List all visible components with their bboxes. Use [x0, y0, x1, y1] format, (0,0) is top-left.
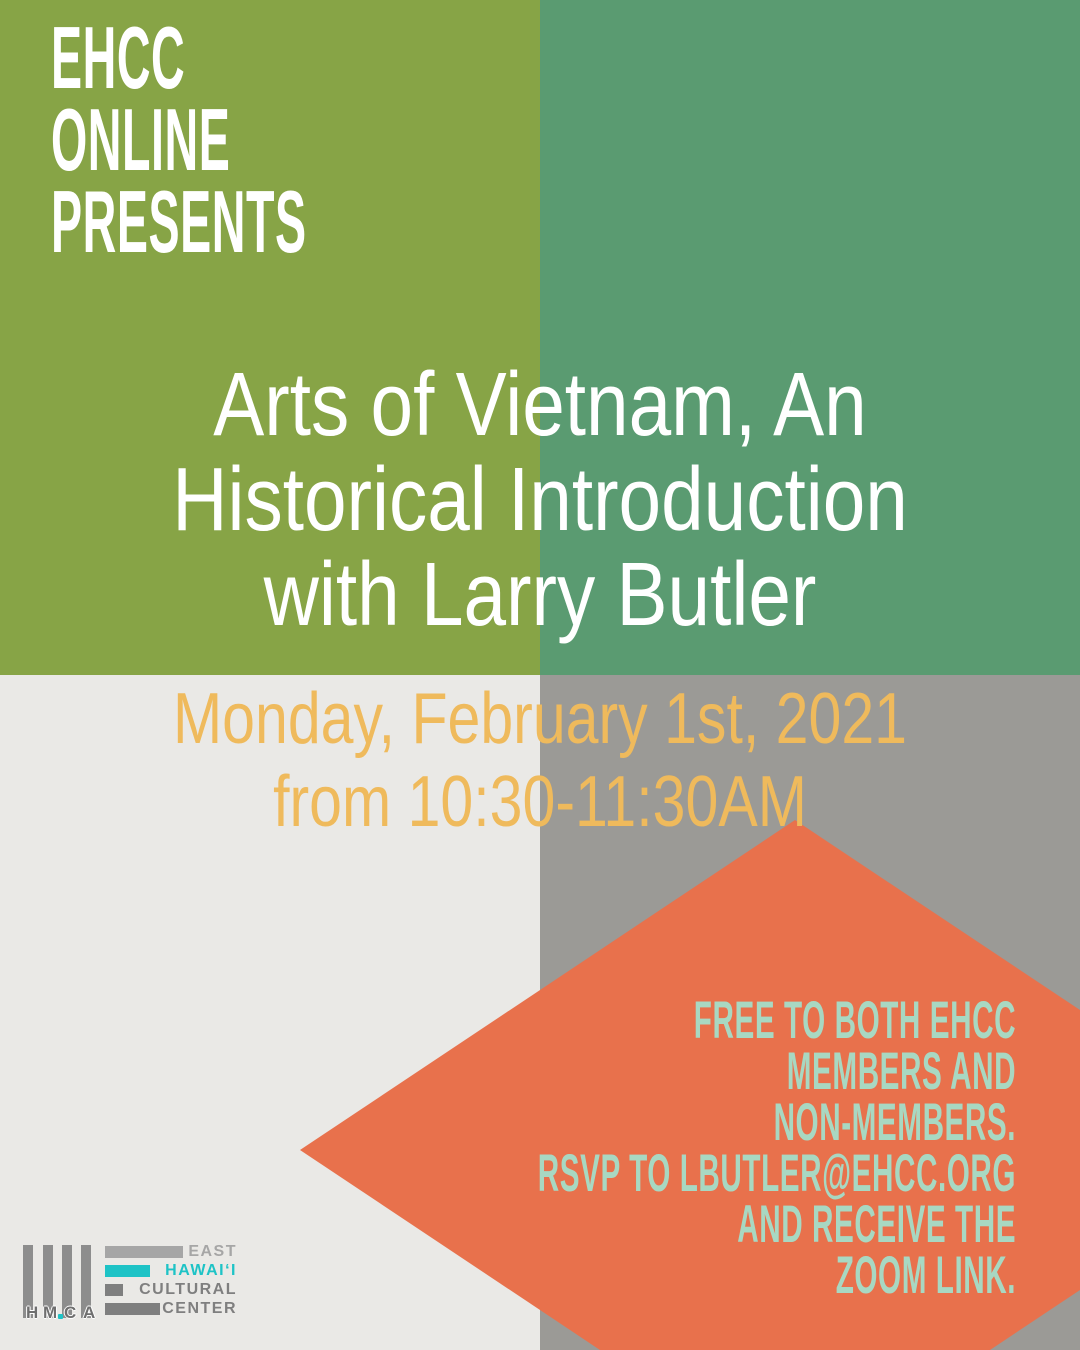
event-title-line: with Larry Butler: [263, 545, 817, 645]
details-line: FREE TO BOTH EHCC: [693, 991, 1016, 1050]
logo-wordmark-text: HAWAIʻI: [165, 1262, 237, 1279]
ehcc-logo: [20, 1240, 250, 1330]
logo-wordmark-row: [105, 1300, 237, 1317]
logo-rule-icon: [105, 1265, 150, 1277]
presenter-line: ONLINE: [51, 90, 231, 189]
logo-acronym-letter: M: [43, 1303, 58, 1322]
logo-dot-icon: [58, 1314, 63, 1319]
logo-rule-icon: [105, 1246, 183, 1258]
logo-acronym-letter: C: [64, 1303, 77, 1322]
event-datetime: [97, 678, 983, 844]
presenter-line: EHCC: [51, 8, 186, 107]
event-title-line: Arts of Vietnam, An: [213, 355, 867, 455]
logo-acronym-letter: H: [26, 1303, 39, 1322]
details-line-rsvp-email: RSVP TO LBUTLER@EHCC.ORG: [537, 1144, 1016, 1203]
details-line: NON-MEMBERS.: [773, 1093, 1016, 1152]
logo-wordmark-row: [105, 1262, 237, 1279]
event-time-line: from 10:30-11:30AM: [273, 762, 807, 842]
event-title: [81, 355, 999, 645]
event-date-line: Monday, February 1st, 2021: [172, 679, 908, 759]
logo-wordmark-row: [105, 1281, 237, 1298]
logo-rule-icon: [105, 1284, 123, 1296]
event-title-line: Historical Introduction: [172, 450, 908, 550]
logo-wordmark-text: CENTER: [162, 1300, 237, 1317]
details-line: AND RECEIVE THE: [737, 1195, 1016, 1254]
presenter-block: [51, 8, 307, 271]
logo-rule-icon: [105, 1303, 160, 1315]
event-details: [537, 991, 1016, 1305]
details-line: ZOOM LINK.: [835, 1246, 1016, 1305]
logo-wordmark-text: CULTURAL: [139, 1281, 237, 1298]
logo-wordmark-row: [105, 1243, 237, 1260]
logo-wordmark-text: EAST: [188, 1243, 237, 1260]
logo-acronym-letter: A: [83, 1303, 96, 1322]
presenter-line: PRESENTS: [51, 172, 307, 271]
details-line: MEMBERS AND: [786, 1042, 1016, 1101]
